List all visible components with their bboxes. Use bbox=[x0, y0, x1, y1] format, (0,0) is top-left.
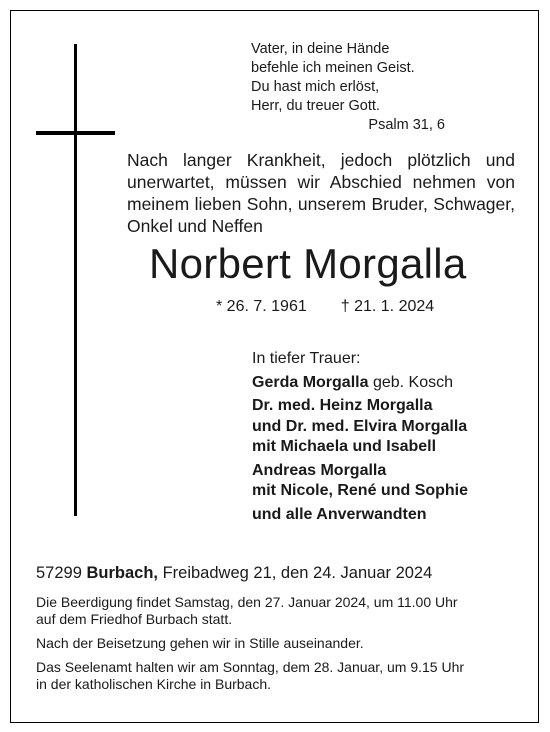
mourner-name: Gerda Morgalla bbox=[252, 373, 369, 391]
info-line: Die Beerdigung findet Samstag, den 27. Januar 2024, um 11.00 Uhr bbox=[36, 594, 458, 610]
info-line: in der katholischen Kirche in Burbach. bbox=[36, 676, 272, 692]
mourners-list bbox=[252, 349, 468, 525]
info-line: Das Seelenamt halten wir am Sonntag, dem 28. Januar, um 9.15 Uhr bbox=[36, 659, 465, 675]
mourner-closing: und alle Anverwandten bbox=[252, 505, 427, 523]
funeral-info bbox=[36, 594, 521, 628]
intro-line: unerwartet, müssen wir Abschied nehmen von bbox=[127, 172, 515, 192]
mourner-line bbox=[252, 373, 468, 394]
mourner-line: mit Michaela und Isabell bbox=[252, 438, 437, 455]
verse-line: Herr, du treuer Gott. bbox=[251, 98, 380, 114]
intro-line: Onkel und Neffen bbox=[127, 216, 263, 236]
birth-date: * 26. 7. 1961 bbox=[216, 298, 307, 315]
intro-line: meinem lieben Sohn, unserem Bruder, Schwager, bbox=[127, 194, 515, 214]
verse-line: Vater, in deine Hände bbox=[251, 41, 390, 57]
info-line: auf dem Friedhof Burbach statt. bbox=[36, 611, 233, 627]
verse-line: Du hast mich erlöst, bbox=[251, 79, 380, 95]
cross-icon-vertical bbox=[74, 44, 77, 516]
death-date: † 21. 1. 2024 bbox=[340, 298, 435, 315]
mourner-line: und Dr. med. Elvira Morgalla bbox=[252, 417, 468, 435]
intro-text bbox=[127, 149, 515, 237]
mourner-line: Andreas Morgalla bbox=[252, 461, 387, 479]
address-date: Freibadweg 21, den 24. Januar 2024 bbox=[162, 564, 433, 582]
intro-line: Nach langer Krankheit, jedoch plötzlich und bbox=[127, 150, 515, 170]
requiem-info bbox=[36, 659, 521, 693]
mourner-line: Dr. med. Heinz Morgalla bbox=[252, 397, 433, 414]
obituary-notice bbox=[10, 10, 539, 723]
life-dates bbox=[216, 298, 434, 316]
deceased-name: Norbert Morgalla bbox=[149, 240, 467, 287]
cross-icon-horizontal bbox=[36, 131, 115, 135]
bible-verse bbox=[251, 40, 415, 116]
info-line: Nach der Beisetzung gehen wir in Stille auseinander. bbox=[36, 635, 364, 651]
mourner-maiden-name: geb. Kosch bbox=[372, 373, 453, 391]
postcode: 57299 bbox=[36, 564, 82, 582]
verse-line: befehle ich meinen Geist. bbox=[251, 60, 415, 76]
place-date-line bbox=[36, 564, 432, 583]
after-burial-info bbox=[36, 635, 521, 652]
verse-reference: Psalm 31, 6 bbox=[368, 117, 445, 133]
town: Burbach, bbox=[86, 564, 158, 582]
mourners-heading: In tiefer Trauer: bbox=[252, 350, 361, 367]
mourner-line: mit Nicole, René und Sophie bbox=[252, 482, 469, 499]
